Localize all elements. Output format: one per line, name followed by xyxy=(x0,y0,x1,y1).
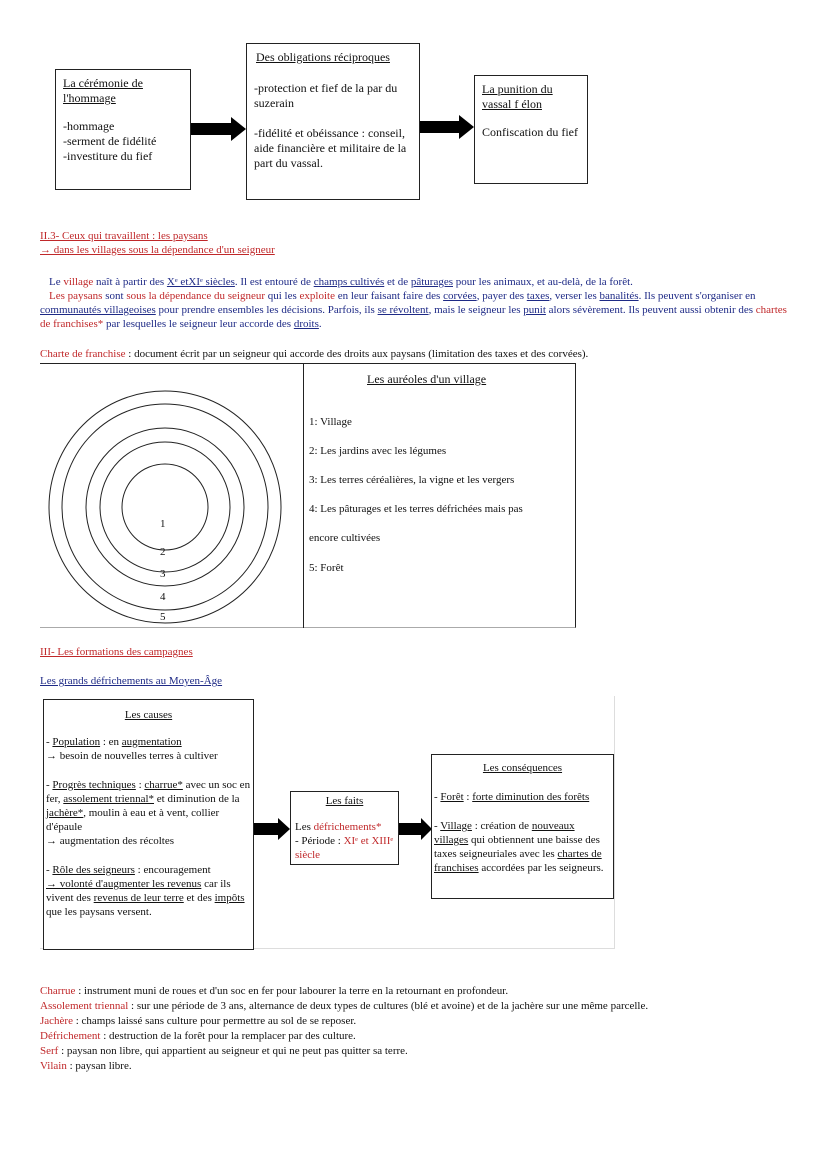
obligations-box xyxy=(246,43,420,200)
obligations-text: -protection et fief de la par du suzerain xyxy=(254,81,398,110)
ring-label: 1 xyxy=(160,518,166,530)
aureoles-title: Les auréoles d'un village xyxy=(367,372,487,386)
punition-box xyxy=(474,75,588,184)
ring-label: 5 xyxy=(160,611,166,623)
cause-population: - Population : en augmentation xyxy=(46,736,182,748)
right-arrow-icon xyxy=(191,117,246,141)
glossary-entry: Assolement triennal : sur une période de 3 ans, alternance de deux types de cultures (blé et avoine) et de la jachère sur une même parcelle. xyxy=(40,1000,649,1012)
glossary-entry: Charrue : instrument muni de roues et d'un soc en fer pour labourer la terre en la retournant en profondeur. xyxy=(40,985,509,997)
cause-seigneurs-result: → volonté d'augmenter les revenus car ils vivent des revenus de leur terre et des impôts que les paysans versent. xyxy=(46,878,245,918)
cause-seigneurs: - Rôle des seigneurs : encouragement xyxy=(46,864,211,876)
punition-title: La punition du vassal f élon xyxy=(482,82,553,111)
obligations-title: Des obligations réciproques xyxy=(256,50,390,64)
ring-village xyxy=(122,464,208,550)
charte-definition: Charte de franchise : document écrit par un seigneur qui accorde des droits aux paysans (limitation des taxes et des corvées). xyxy=(40,348,589,360)
paragraph-paysans: Les paysans sont sous la dépendance du seigneur qui les exploite en leur faisant faire des corvées, payer des taxes, verser les banalités. Ils peuvent s'organiser en communautés villageoises pour prendre ensembles les décisions. Parfois, ils se révoltent, mais le seigneur les punit alors sévèrement. Ils peuvent aussi obtenir des chartes de franchises* par lesquelles le seigneur leur accorde des droits. xyxy=(40,290,787,330)
ring-label: 3 xyxy=(160,568,166,580)
obligations-text: -fidélité et obéissance : conseil, aide financière et militaire de la part du vassal. xyxy=(254,126,407,170)
section-heading: II.3- Ceux qui travaillent : les paysans xyxy=(40,230,208,242)
consequences-box xyxy=(431,754,614,899)
causes-box xyxy=(43,699,254,950)
right-arrow-icon xyxy=(399,818,432,840)
hommage-title: La cérémonie de l'hommage xyxy=(63,76,143,105)
ring-foret xyxy=(49,391,281,623)
legend-item: 3: Les terres céréalières, la vigne et les vergers xyxy=(309,474,515,486)
right-arrow-icon xyxy=(420,115,474,139)
faits-periode: - Période : XIᵉ et XIIIᵉ siècle xyxy=(295,835,394,861)
legend-item: encore cultivées xyxy=(309,532,381,544)
cause-progres-result: → augmentation des récoltes xyxy=(46,835,174,847)
section-heading: III- Les formations des campagnes xyxy=(40,646,193,658)
section-subheading: Les grands défrichements au Moyen-Âge xyxy=(40,675,223,687)
aureoles-table xyxy=(40,363,576,628)
cause-progres: - Progrès techniques : charrue* avec un soc en fer, assolement triennal* et diminution de la jachère*, moulin à eau et à vent, collier d'épaule xyxy=(46,779,251,833)
glossary xyxy=(40,984,810,1074)
hommage-item: -hommage xyxy=(63,119,115,133)
glossary-entry: Serf : paysan non libre, qui appartient au seigneur et qui ne peut pas quitter sa terre. xyxy=(40,1045,408,1057)
legend-item: 5: Forêt xyxy=(309,562,344,574)
consequence-village: - Village : création de nouveaux villages qui obtiennent une baisse des taxes seigneuriales avec les chartes de franchises accordées par les seigneurs. xyxy=(434,820,604,874)
causes-title: Les causes xyxy=(124,709,173,721)
consequence-foret: - Forêt : forte diminution des forêts xyxy=(434,791,590,803)
legend-item: 1: Village xyxy=(309,416,352,428)
faits-text: Les défrichements* xyxy=(295,821,382,833)
table-divider xyxy=(303,364,304,628)
ring-label: 4 xyxy=(160,591,166,603)
right-arrow-icon xyxy=(254,818,290,840)
glossary-entry: Jachère : champs laissé sans culture pour permettre au sol de se reposer. xyxy=(40,1015,357,1027)
legend-item: 2: Les jardins avec les légumes xyxy=(309,445,447,457)
hommage-item: -serment de fidélité xyxy=(63,134,157,148)
punition-text: Confiscation du fief xyxy=(482,125,578,139)
consequences-title: Les conséquences xyxy=(482,762,563,774)
glossary-entry: Défrichement : destruction de la forêt pour la remplacer par des culture. xyxy=(40,1030,356,1042)
faits-title: Les faits xyxy=(325,795,364,807)
legend-item: 4: Les pâturages et les terres défrichées mais pas xyxy=(309,503,523,515)
aureoles-diagram xyxy=(40,364,302,628)
section-subheading: → dans les villages sous la dépendance d'un seigneur xyxy=(40,244,275,256)
paragraph-village: Le village naît à partir des Xᵉ etXIᵉ siècles. Il est entouré de champs cultivés et de pâturages pour les animaux, et au-delà, de la forêt. xyxy=(49,276,633,288)
ring-label: 2 xyxy=(160,546,166,558)
faits-box xyxy=(290,791,399,865)
glossary-entry: Vilain : paysan libre. xyxy=(40,1060,132,1072)
hommage-item: -investiture du fief xyxy=(63,149,153,163)
hommage-box xyxy=(55,69,191,190)
cause-population-result: → besoin de nouvelles terres à cultiver xyxy=(46,750,218,762)
ring-cereales xyxy=(86,428,244,586)
